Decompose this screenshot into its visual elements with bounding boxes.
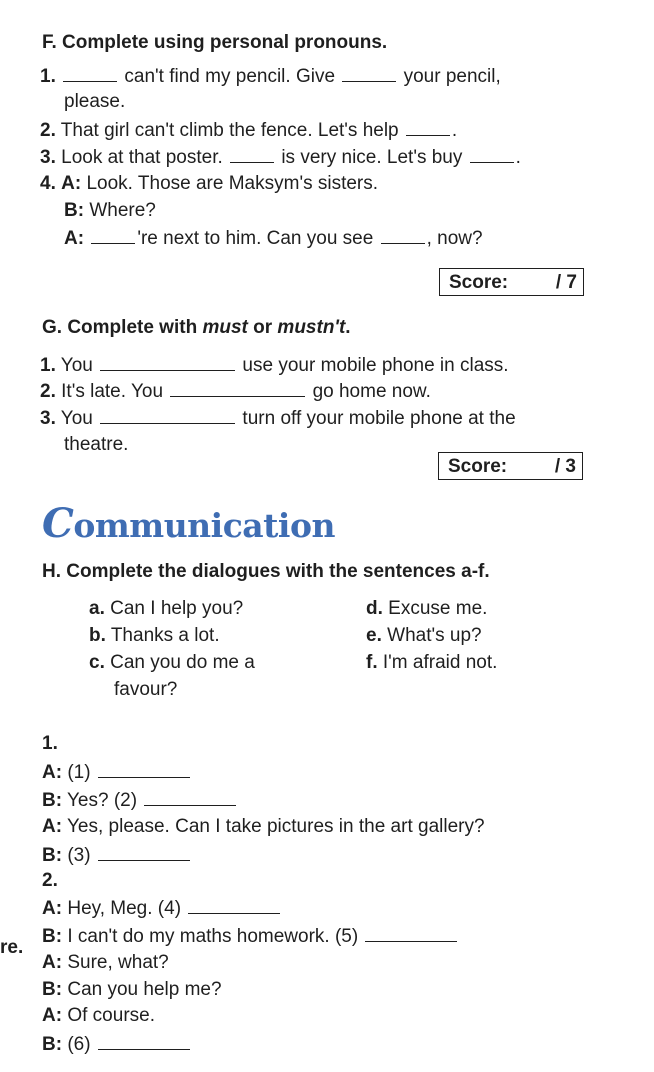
f-q3-blank-1[interactable] bbox=[230, 146, 274, 163]
speaker: B: bbox=[42, 926, 63, 947]
dialogue-2-line-2 bbox=[42, 925, 459, 948]
f-q2-blank[interactable] bbox=[406, 119, 450, 136]
option-text: I'm afraid not. bbox=[382, 652, 498, 673]
f-q4-speaker-b: B: bbox=[64, 200, 85, 221]
g-question-1 bbox=[40, 354, 509, 377]
speaker: B: bbox=[42, 845, 63, 866]
f-q1-blank-1[interactable] bbox=[63, 65, 117, 82]
dialogue-2-number: 2. bbox=[42, 870, 58, 891]
line-text: Sure, what? bbox=[67, 952, 169, 973]
f-q4-speaker-c: A: bbox=[64, 228, 85, 249]
option-letter: b. bbox=[89, 625, 106, 646]
g-q3-blank[interactable] bbox=[100, 407, 235, 424]
g-q3-text-a: You bbox=[60, 408, 93, 429]
line-text: (6) bbox=[67, 1034, 91, 1055]
f-q2-number: 2. bbox=[40, 120, 56, 141]
line-text: Of course. bbox=[67, 1005, 155, 1026]
speaker: B: bbox=[42, 1034, 63, 1055]
dialogue-1-line-1 bbox=[42, 761, 192, 784]
g-q1-number: 1. bbox=[40, 355, 56, 376]
section-g-heading bbox=[42, 317, 351, 339]
dialogue-2-line-5 bbox=[42, 1005, 155, 1027]
f-q4-line-c bbox=[64, 227, 483, 250]
score-label: Score: bbox=[449, 272, 509, 293]
f-q1-text-a: can't find my pencil. Give bbox=[124, 66, 336, 87]
score-box-g bbox=[438, 452, 583, 480]
speaker: A: bbox=[42, 952, 63, 973]
f-q4-text-b: Where? bbox=[89, 200, 156, 221]
speaker: A: bbox=[42, 762, 63, 783]
section-f-heading: F. Complete using personal pronouns. bbox=[42, 32, 388, 53]
option-c-continuation: favour? bbox=[114, 679, 178, 700]
option-e bbox=[366, 625, 482, 647]
dialogue-2-line-6 bbox=[42, 1033, 192, 1056]
g-q3-text-b: turn off your mobile phone at the bbox=[242, 408, 516, 429]
line-text: (3) bbox=[67, 845, 91, 866]
dialogue-1-line-2 bbox=[42, 789, 238, 812]
f-q3-text-a: Look at that poster. bbox=[61, 147, 223, 168]
option-text: Can you do me a bbox=[110, 652, 255, 673]
dialogue-2-line-4 bbox=[42, 979, 222, 1001]
speaker: A: bbox=[42, 898, 63, 919]
dialogue-1-line-4 bbox=[42, 844, 192, 867]
cropped-edge-text: re. bbox=[0, 937, 24, 958]
option-text: What's up? bbox=[387, 625, 482, 646]
g-q1-text-b: use your mobile phone in class. bbox=[242, 355, 509, 376]
speaker: A: bbox=[42, 816, 63, 837]
g-q2-blank[interactable] bbox=[170, 380, 305, 397]
communication-title-rest: ommunication bbox=[73, 506, 335, 545]
score-label: Score: bbox=[448, 456, 508, 477]
answer-blank-2[interactable] bbox=[144, 789, 236, 806]
g-q2-text-a: It's late. You bbox=[61, 381, 164, 402]
dialogue-2-line-1 bbox=[42, 897, 282, 920]
option-letter: f. bbox=[366, 652, 378, 673]
g-q1-text-a: You bbox=[60, 355, 93, 376]
answer-blank-5[interactable] bbox=[365, 925, 457, 942]
option-a bbox=[89, 598, 243, 620]
f-q1-blank-2[interactable] bbox=[342, 65, 396, 82]
f-question-2 bbox=[40, 119, 457, 142]
f-q4-text-c2: , now? bbox=[426, 228, 483, 249]
g-q2-number: 2. bbox=[40, 381, 56, 402]
speaker: A: bbox=[42, 1005, 63, 1026]
option-letter: c. bbox=[89, 652, 105, 673]
f-question-3 bbox=[40, 146, 521, 169]
g-q3-number: 3. bbox=[40, 408, 56, 429]
option-text: Can I help you? bbox=[110, 598, 244, 619]
g-heading-pre: G. Complete with bbox=[42, 317, 203, 338]
dialogue-2-line-3 bbox=[42, 952, 169, 974]
f-q1-text-b: your pencil, bbox=[403, 66, 501, 87]
section-h-heading: H. Complete the dialogues with the sentences a-f. bbox=[42, 561, 490, 582]
line-text: I can't do my maths homework. (5) bbox=[67, 926, 359, 947]
communication-title bbox=[42, 500, 335, 547]
option-letter: d. bbox=[366, 598, 383, 619]
f-question-1 bbox=[40, 65, 501, 88]
f-q2-text: That girl can't climb the fence. Let's help bbox=[60, 120, 399, 141]
speaker: B: bbox=[42, 790, 63, 811]
answer-blank-1[interactable] bbox=[98, 761, 190, 778]
f-q4-blank-1[interactable] bbox=[91, 227, 135, 244]
g-question-2 bbox=[40, 380, 431, 403]
score-value: / 3 bbox=[554, 456, 576, 477]
f-q4-line-b bbox=[64, 200, 156, 222]
answer-blank-3[interactable] bbox=[98, 844, 190, 861]
score-box-f bbox=[439, 268, 584, 296]
line-text: Yes? (2) bbox=[67, 790, 138, 811]
f-q1-number: 1. bbox=[40, 66, 56, 87]
line-text: Can you help me? bbox=[67, 979, 222, 1000]
dialogue-1-line-3 bbox=[42, 816, 485, 838]
option-f bbox=[366, 652, 497, 674]
f-q4-blank-2[interactable] bbox=[381, 227, 425, 244]
score-value: / 7 bbox=[555, 272, 577, 293]
f-q2-end: . bbox=[451, 120, 458, 141]
g-q2-text-b: go home now. bbox=[312, 381, 431, 402]
option-d bbox=[366, 598, 487, 620]
g-heading-end: . bbox=[345, 317, 351, 338]
communication-title-cap: C bbox=[42, 500, 74, 547]
f-q4-text-a: Look. Those are Maksym's sisters. bbox=[86, 173, 379, 194]
line-text: Hey, Meg. (4) bbox=[67, 898, 182, 919]
f-q4-number: 4. bbox=[40, 173, 56, 194]
answer-blank-6[interactable] bbox=[98, 1033, 190, 1050]
f-q4-speaker-a: A: bbox=[61, 173, 82, 194]
option-text: Thanks a lot. bbox=[110, 625, 220, 646]
g-q1-blank[interactable] bbox=[100, 354, 235, 371]
answer-blank-4[interactable] bbox=[188, 897, 280, 914]
option-letter: a. bbox=[89, 598, 105, 619]
g-q3-continuation: theatre. bbox=[64, 434, 129, 455]
f-question-4 bbox=[40, 173, 378, 195]
option-letter: e. bbox=[366, 625, 382, 646]
f-q3-text-b: is very nice. Let's buy bbox=[281, 147, 463, 168]
f-q3-number: 3. bbox=[40, 147, 56, 168]
dialogue-1-number: 1. bbox=[42, 733, 58, 754]
g-heading-mustnt: mustn't bbox=[277, 317, 346, 338]
option-c bbox=[89, 652, 255, 674]
f-q4-text-c1: 're next to him. Can you see bbox=[137, 228, 374, 249]
g-heading-must: must bbox=[202, 317, 248, 338]
f-q1-continuation: please. bbox=[64, 91, 126, 112]
line-text: (1) bbox=[67, 762, 91, 783]
option-b bbox=[89, 625, 220, 647]
line-text: Yes, please. Can I take pictures in the art gallery? bbox=[67, 816, 485, 837]
f-q3-blank-2[interactable] bbox=[470, 146, 514, 163]
g-heading-or: or bbox=[247, 317, 278, 338]
speaker: B: bbox=[42, 979, 63, 1000]
g-question-3 bbox=[40, 407, 516, 430]
option-text: Excuse me. bbox=[388, 598, 488, 619]
f-q3-end: . bbox=[515, 147, 521, 168]
